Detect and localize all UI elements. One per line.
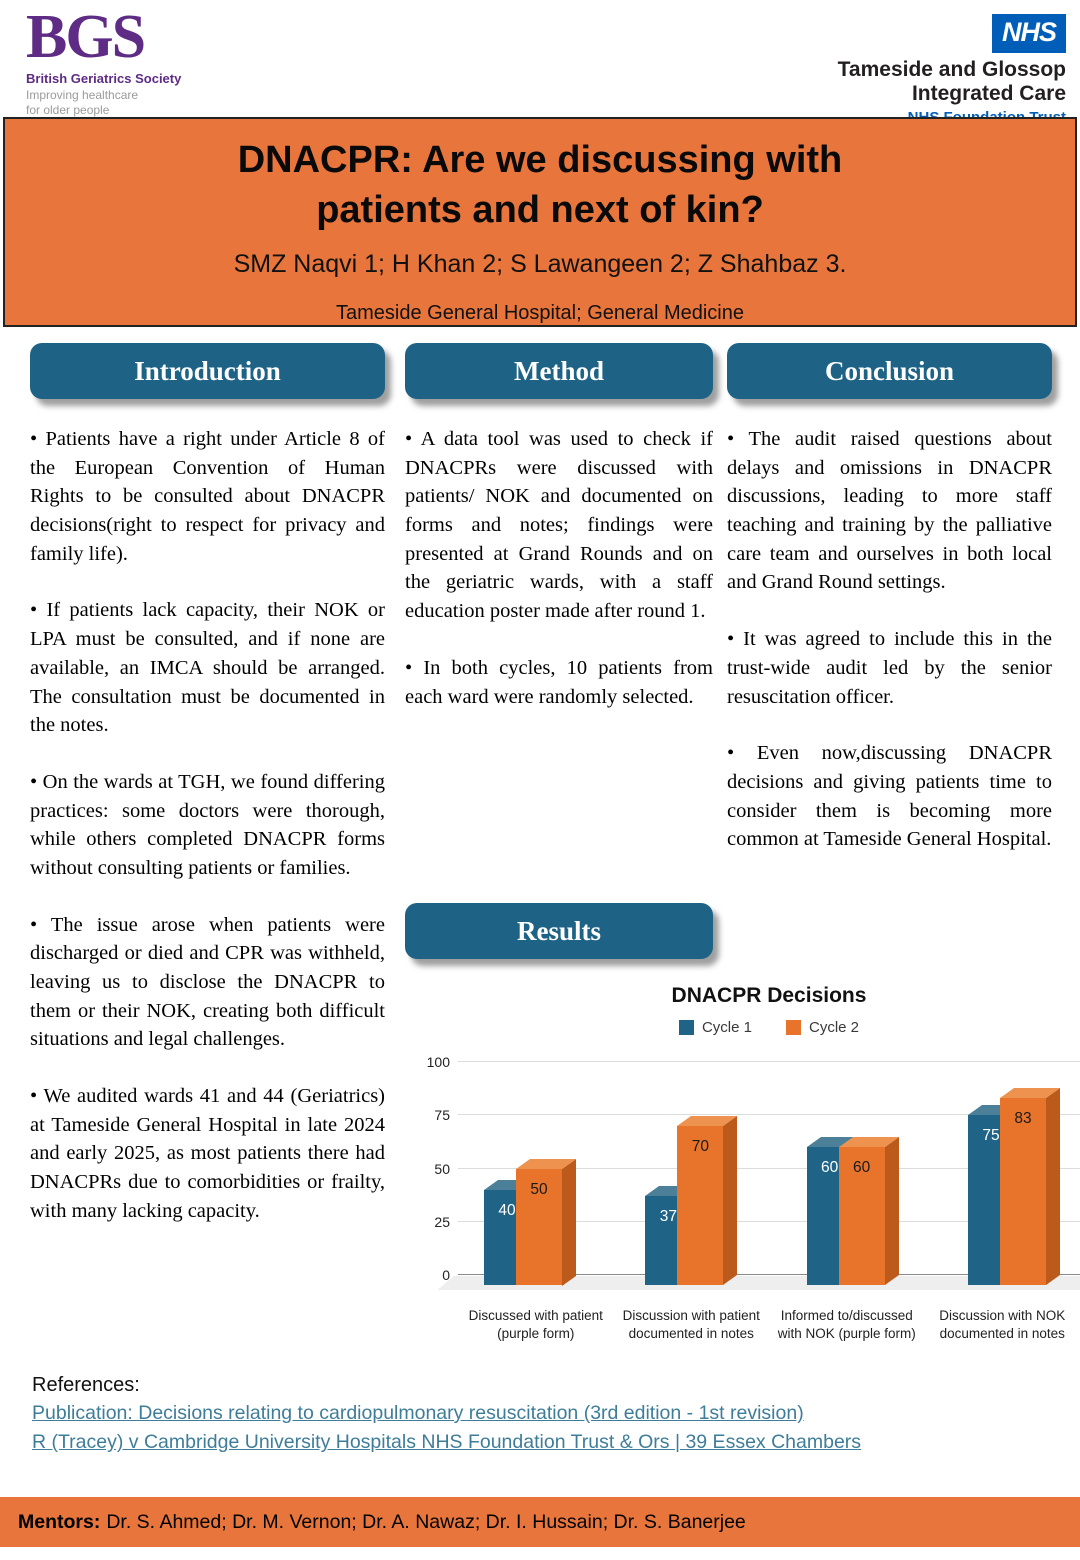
bar-cycle2	[839, 1147, 885, 1285]
bar-side-face	[562, 1159, 576, 1285]
bar-groups	[458, 1098, 1080, 1285]
method-bullet: • A data tool was used to check if DNACPRs were discussed with patients/ NOK and documented on forms and notes; findings were presented at Grand Rounds and on the geriatric wards, with a staff education poster made after round 1.	[405, 428, 713, 623]
poster-title	[5, 135, 1075, 235]
bar-side-face	[885, 1137, 899, 1285]
introduction-bullet: • Patients have a right under Article 8 of the European Convention of Human Rights to be consulted about DNACPR decisions(right to respect for privacy and family life).	[30, 428, 385, 565]
bar-side-face	[723, 1116, 737, 1285]
y-axis-tick-label: 50	[434, 1160, 450, 1177]
bar-value-label: 60	[821, 1159, 839, 1177]
category-label: Informed to/discussed with NOK (purple form)	[777, 1308, 916, 1341]
mentors-label: Mentors:	[18, 1510, 101, 1533]
title-banner	[3, 117, 1077, 327]
legend-swatch	[679, 1020, 694, 1035]
dnacpr-decisions-chart	[420, 982, 1080, 1360]
legend-item	[679, 1018, 752, 1036]
references-label: References:	[32, 1374, 140, 1396]
introduction-header: Introduction	[30, 343, 385, 399]
bar-value-label: 50	[530, 1180, 548, 1198]
conclusion-column	[727, 343, 1052, 882]
bgs-tagline-line1: Improving healthcare	[26, 88, 139, 102]
chart-title: DNACPR Decisions	[671, 984, 867, 1007]
references-block	[32, 1374, 1012, 1456]
bar-value-label: 75	[982, 1127, 1000, 1145]
bar-group	[484, 1169, 562, 1286]
introduction-bullet: • On the wards at TGH, we found differing practices: some doctors were thorough, while others completed DNACPR forms without consulting patients or families.	[30, 770, 385, 879]
bar-value-label: 40	[498, 1201, 516, 1219]
introduction-bullet: • The issue arose when patients were discharged or died and CPR was withheld, leaving us to disclose the DNACPR to them or their NOK, creating both difficult situations and legal challenges.	[30, 913, 385, 1051]
results-section	[405, 903, 713, 959]
method-column	[405, 343, 713, 739]
conclusion-header: Conclusion	[727, 343, 1052, 399]
mentors-names: Dr. S. Ahmed; Dr. M. Vernon; Dr. A. Nawaz; Dr. I. Hussain; Dr. S. Banerjee	[106, 1510, 746, 1533]
nhs-logo-mark: NHS	[992, 14, 1066, 53]
poster-title-line2: patients and next of kin?	[316, 189, 764, 232]
method-bullet: • In both cycles, 10 patients from each ward were randomly selected.	[405, 656, 713, 708]
results-header: Results	[405, 903, 713, 959]
bar-value-label: 37	[659, 1208, 677, 1226]
introduction-bullet: • If patients lack capacity, their NOK or LPA must be consulted, and if none are available, an IMCA should be arranged. The consultation must be documented in the notes.	[30, 599, 385, 737]
introduction-column	[30, 343, 385, 1254]
poster-title-line1: DNACPR: Are we discussing with	[237, 139, 843, 181]
chart-plot	[426, 1054, 1080, 1283]
bar-group	[807, 1147, 885, 1285]
y-axis-tick-label: 100	[426, 1054, 450, 1070]
bar-group	[968, 1098, 1046, 1285]
conclusion-bullet: • The audit raised questions about delays and omissions in DNACPR discussions, leading to more staff teaching and training by the palliative care team and ourselves in both local and Grand Round settings.	[727, 428, 1052, 594]
y-axis-tick-label: 0	[442, 1267, 450, 1283]
nhs-logo	[806, 14, 1066, 126]
chart-legend	[458, 1018, 1080, 1036]
bar-side-face	[1046, 1088, 1060, 1285]
y-axis-tick-label: 75	[434, 1107, 450, 1124]
bgs-logo	[26, 3, 246, 118]
bar-value-label: 70	[691, 1137, 709, 1155]
reference-link-tracey-case[interactable]: R (Tracey) v Cambridge University Hospitals NHS Foundation Trust & Ors | 39 Essex Chambers	[32, 1431, 862, 1454]
legend-swatch	[786, 1020, 801, 1035]
reference-link-publication[interactable]: Publication: Decisions relating to cardiopulmonary resuscitation (3rd edition - 1st revision)	[32, 1402, 804, 1424]
bgs-tagline-line2: for older people	[26, 103, 110, 117]
bar-group	[645, 1126, 723, 1285]
introduction-bullet: • We audited wards 41 and 44 (Geriatrics) at Tameside General Hospital in late 2024 and early 2025, as most patients there had DNACPRs due to comorbidities or frailty, with many lacking capacity.	[30, 1085, 385, 1222]
chart-category-labels	[458, 1307, 1080, 1343]
authors-line: SMZ Naqvi 1; H Khan 2; S Lawangeen 2; Z Shahbaz 3.	[233, 250, 847, 279]
chart-gridline	[458, 1061, 1080, 1062]
bgs-logo-acronym: BGS	[26, 3, 145, 71]
bar-value-label: 83	[1014, 1110, 1032, 1128]
legend-item	[786, 1018, 859, 1036]
mentors-bar	[0, 1497, 1080, 1547]
method-header: Method	[405, 343, 713, 399]
legend-label: Cycle 1	[701, 1018, 752, 1036]
nhs-org-line2: Integrated Care	[911, 82, 1066, 106]
conclusion-bullet: • It was agreed to include this in the trust-wide audit led by the senior resuscitation officer.	[727, 628, 1052, 708]
category-label: Discussion with NOK documented in notes	[939, 1308, 1066, 1341]
y-axis-tick-label: 25	[434, 1213, 450, 1230]
bar-cycle2	[677, 1126, 723, 1285]
category-label: Discussed with patient (purple form)	[468, 1308, 603, 1341]
bar-value-label: 60	[853, 1159, 871, 1177]
category-label: Discussion with patient documented in notes	[622, 1308, 760, 1341]
affiliation-line: Tameside General Hospital; General Medicine	[336, 302, 744, 325]
legend-label: Cycle 2	[809, 1018, 860, 1036]
bgs-logo-name: British Geriatrics Society	[26, 71, 182, 86]
conclusion-bullet: • Even now,discussing DNACPR decisions and giving patients time to consider them is becoming more common at Tameside General Hospital.	[727, 742, 1052, 851]
nhs-org-line1: Tameside and Glossop	[837, 58, 1066, 81]
bar-cycle2	[516, 1169, 562, 1286]
bar-cycle2	[1000, 1098, 1046, 1285]
